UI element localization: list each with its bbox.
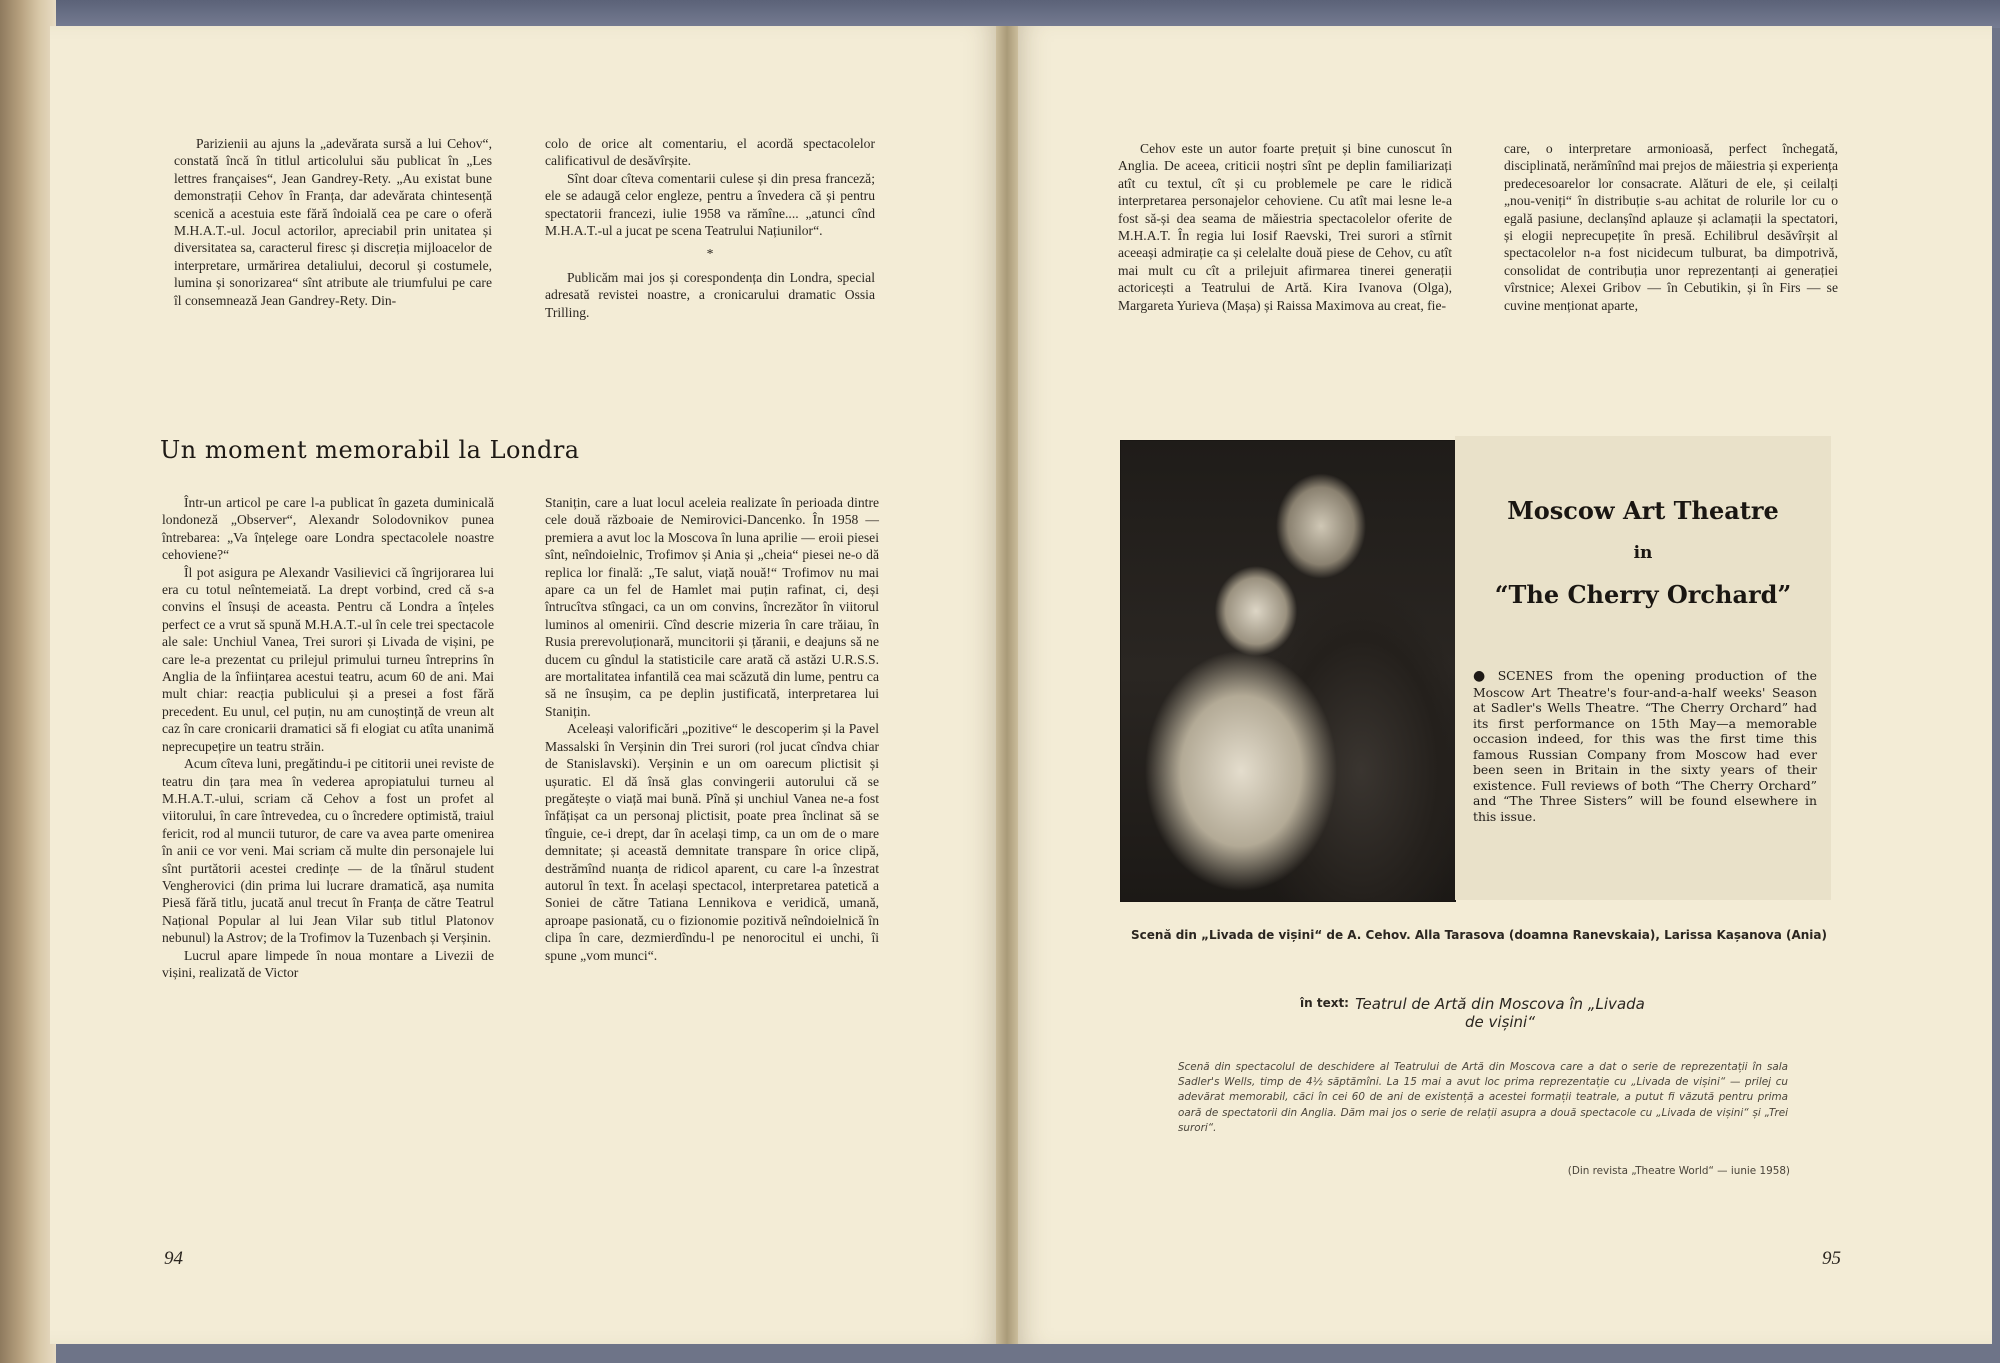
clipping-title-line2: in xyxy=(1633,543,1653,563)
paragraph: Stanițin, care a luat locul aceleia realizate în perioada dintre cele două războaie de Nemirovici-Dancenko. În 1958 — premiera a avut loc la Moscova în luna aprilie — eroii piesei sînt, neîndoielnic, Trofimov și Ania și „cheia“ piesei ne-o dă replica lor finală: „Te salut, viață nouă!“ Trofimov nu mai apare ca un fel de Hamlet mai puțin rafinat, ci, deși întrucîtva stîngaci, ca un om convins, încrezător în viitorul luminos al omenirii. Cînd descrie mizeria în care trăiau, în Rusia prerevoluționară, muncitorii și țăranii, e deajuns să ne ducem cu gîndul la statisticile care arată că astăzi U.R.S.S. are mortalitatea infantilă cea mai scăzută din lume, pentru ca să ne însușim, ca pe deplin justificată, interpretarea lui Stanițin. xyxy=(545,495,879,719)
right-col2 xyxy=(1504,140,1838,314)
left-col1 xyxy=(174,135,492,309)
paragraph: Publicăm mai jos și corespondența din Londra, special adresată revistei noastre, a cronicarului dramatic Ossia Trilling. xyxy=(545,269,875,320)
paragraph: Sînt doar cîteva comentarii culese și din presa franceză; ele se adaugă celor engleze, pentru a învedera că și pentru spectatorii francezi, iulie 1958 va rămîne.... „atunci cînd M.H.A.T.-ul a jucat pe scena Teatrului Națiunilor“. xyxy=(545,170,875,239)
article-heading: Un moment memorabil la Londra xyxy=(160,436,580,464)
paragraph: Aceleași valorificări „pozitive“ le descoperim și la Pavel Massalski în Verșinin din Trei surori (rol jucat cîndva chiar de Stanislavski). Verșinin e un om oarecum plictisit și ușuratic. El dă însă glas convingerii autorului că se pregătește o viață mai bună. Pînă și unchiul Vanea ne-a fost înfățișat ca un personaj plictisit, poate prea înclinat să se tînguie, ce-i drept, dar în același timp, ca un om de o mare demnitate; și această demnitate transpare în orice clipă, destrămînd nuanța de ridicol aparent, cu care l-a înzestrat autorul în text. În același spectacol, interpretarea patetică a Soniei de către Tatiana Lennikova e veridică, umană, aproape pasionată, cu o fizionomie pozitivă neîndoielnică în clipa în care, dezmierdîndu-l pe nenorocitul ei unchi, îi spune „vom munci“. xyxy=(545,721,879,963)
clipping-body xyxy=(1473,668,1817,824)
book-binding-top xyxy=(0,0,2000,28)
intext-body: Scenă din spectacolul de deschidere al Teatrului de Artă din Moscova care a dat o serie de reprezentații în sala Sadler's Wells, timp de 4½ săptămîni. La 15 mai a avut loc prima reprezentație cu „Livada de vișini“ — prilej cu adevărat memorabil, căci în cei 60 de ani de existență a acestei formații teatrale, a putut fi văzută pentru prima oară de spectatorii din Anglia. Dăm mai jos o serie de relații asupra a două spectacole cu „Livada de vișini“ și „Trei surori“. xyxy=(1178,1061,1788,1134)
paragraph: Cehov este un autor foarte prețuit și bine cunoscut în Anglia. De aceea, criticii noștri sînt pe deplin familiarizați atît cu textul, cît și cu problemele pe care le ridică interpretarea personajelor cehoviene. Cu atît mai lesne le-a fost să-și dea seama de măiestria spectacolelor oferite de M.H.A.T. În regia lui Iosif Raevski, Trei surori a stîrnit aceeași admirație ca și celelalte două piese de Cehov, cu atît mai mult cu cît a prilejuit afirmarea tinerei generații actoricești a Teatrului de Artă. Kira Ivanova (Olga), Margareta Yurieva (Mașa) și Raissa Maximova au creat, fie- xyxy=(1118,141,1452,313)
intext-label: în text: xyxy=(1300,996,1349,1010)
paragraph: Parizienii au ajuns la „adevărata sursă a lui Cehov“, constată încă în titlul articolului său publicat în „Les lettres françaises“, Jean Gandrey-Rety. „Au existat bune demonstrații Cehov în Franța, dar adevărata chintesență scenică a acestuia este fără îndoială cea pe care o oferă M.H.A.T.-ul. Jocul actorilor, apreciabil prin unitatea și diversitatea sa, caracterul firesc și discreția mijloacelor de interpretare, urmărirea detaliului, decorul și costumele, lumina și sonorizarea“ sînt atribute ale triumfului pe care îl consemnează Jean Gandrey-Rety. Din- xyxy=(174,136,492,308)
paragraph: Într-un articol pe care l-a publicat în gazeta duminicală londoneză „Observer“, Alexandr Solodovnikov punea întrebarea: „Va înțelege oare Londra spectacolele noastre cehoviene?“ xyxy=(162,495,494,563)
separator-star: * xyxy=(706,246,714,262)
clipping-title-line1: Moscow Art Theatre xyxy=(1507,496,1779,525)
intext-title: Teatrul de Artă din Moscova în „Livada de vișini“ xyxy=(1355,995,1645,1031)
paragraph: Îl pot asigura pe Alexandr Vasilievici că îngrijorarea lui era cu totul neîntemeiată. La drept vorbind, cred că s-a convins el însuși de aceasta. Pentru că Londra a înțeles perfect ce a vrut să spună M.H.A.T.-ul în cele trei spectacole ale sale: Unchiul Vanea, Trei surori și Livada de vișini, pe care le-a prezentat cu prilejul primului turneu întreprins în Anglia de la înființarea acestui teatru, acum 60 de ani. Mai mult chiar: reacția publicului și a presei a fost fără precedent. Eu unul, cel puțin, nu am cunoștință de vreun alt caz în care cronicarii dramatici să fi elogiat cu atîta unanimă neprecupețire un teatru străin. xyxy=(162,564,494,754)
page-number-right: 95 xyxy=(1822,1248,1841,1269)
clipping-body-text: SCENES from the opening production of the Moscow Art Theatre's four-and-a-half weeks' Season at Sadler's Wells Theatre. “The Cherry Orchard” had its first performance on 15th May—a memorable occasion indeed, for this was the first time this famous Russian Company from Moscow had ever been seen in Britain in the sixty years of their existence. Full reviews of both “The Cherry Orchard” and “The Three Sisters” will be found elsewhere in this issue. xyxy=(1473,668,1817,824)
clipping-title xyxy=(1473,490,1813,616)
photo-caption: Scenă din „Livada de vișini“ de A. Cehov. Alla Tarasova (doamna Ranevskaia), Larissa Kașanova (Ania) xyxy=(1131,928,1827,942)
intext-source: (Din revista „Theatre World“ — iunie 1958) xyxy=(1567,1165,1790,1177)
bullet-icon: ● xyxy=(1473,668,1492,684)
paragraph: care, o interpretare armonioasă, perfect închegată, disciplinată, nerămînînd mai prejos de măiestria și experiența predecesoarelor lor consacrate. Alături de ele, și ceilalți „nou-veniți“ în distribuție s-au achitat de rolurile lor cu o egală pasiune, declanșînd aplauze și aclamații la spectatori, și elogii neprecupețite în presă. Echilibrul desăvîrșit al spectacolelor n-a fost nicidecum tulburat, ba dimpotrivă, consolidat de contribuția unor reprezentanți ai generației vîrstnice; Alexei Gribov — în Cebutikin, și în Firs — se cuvine menționat aparte, xyxy=(1504,141,1838,313)
left-col3 xyxy=(162,494,494,981)
left-col4 xyxy=(545,494,879,964)
book-binding-left xyxy=(0,0,56,1363)
paragraph: colo de orice alt comentariu, el acordă spectacolelor calificativul de desăvîrșite. xyxy=(545,136,875,169)
page-gutter xyxy=(996,26,1018,1344)
paragraph: Lucrul apare limpede în noua montare a Livezii de vișini, realizată de Victor xyxy=(162,947,494,980)
paragraph: Acum cîteva luni, pregătindu-i pe cititorii unei reviste de teatru din țara mea în vederea apropiatului turneu al M.H.A.T.-ului, scriam că Cehov a fost un profet al viitorului, în care întrevedea, cu o încredere optimistă, traiul fericit, rod al muncii tuturor, de care va avea parte omenirea în anii ce vor veni. Mai scriam că multe din personajele lui sînt purtătorii acestei credințe — de la tînărul student Vengherovici (din prima lui lucrare dramatică, așa numita Piesă fără titlu, jucată anul trecut în Franța de către Teatrul Național Popular al lui Jean Vilar sub titlul Platonov nebunul) la Astrov; de la Trofimov la Tuzenbach și Verșinin. xyxy=(162,756,494,946)
page-number-left: 94 xyxy=(164,1248,183,1269)
theatre-world-clipping xyxy=(1455,436,1831,900)
theatre-scene-photo xyxy=(1120,440,1456,902)
clipping-title-line3: “The Cherry Orchard” xyxy=(1494,580,1792,609)
right-col1 xyxy=(1118,140,1452,314)
left-col2 xyxy=(545,135,875,321)
